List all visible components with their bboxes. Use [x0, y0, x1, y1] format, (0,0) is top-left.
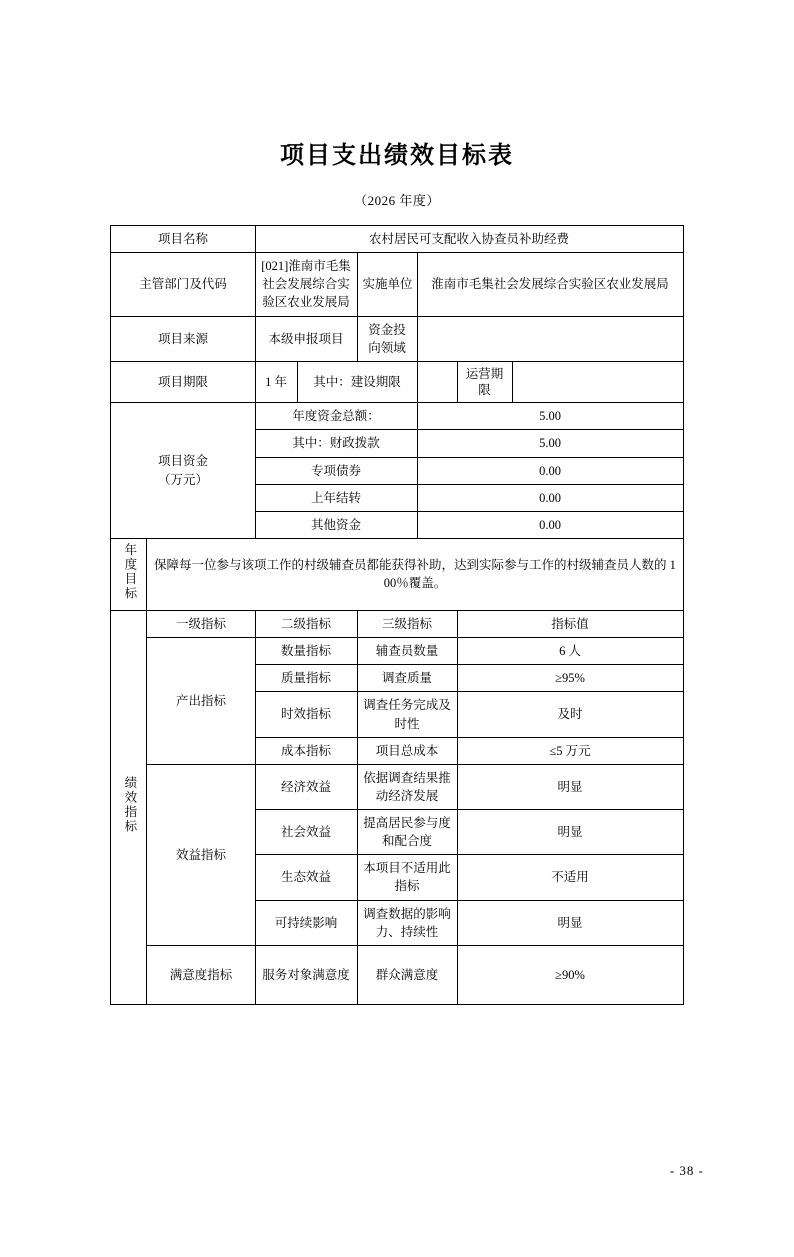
table-row-department: [111, 253, 683, 316]
indicator-level1: 效益指标: [147, 764, 255, 945]
operate-period-label: 运营期限: [458, 362, 513, 403]
department-label: 主管部门及代码: [111, 253, 255, 316]
table-row-indicator: [111, 638, 683, 665]
indicator-level2: 经济效益: [255, 764, 357, 809]
fund-item-value: 0.00: [417, 484, 683, 511]
annual-goal-label: 年度目标: [111, 538, 147, 610]
table-row-indicator-header: [111, 611, 683, 638]
indicator-level2: 服务对象满意度: [255, 945, 357, 1004]
build-period-label: 其中：建设期限: [297, 361, 417, 403]
table-row-annual-goal: [111, 538, 683, 610]
department-value: [021]淮南市毛集社会发展综合实验区农业发展局: [255, 253, 357, 316]
indicator-level2: 可持续影响: [255, 900, 357, 945]
impl-unit-label: 实施单位: [357, 253, 417, 316]
page-title: 项目支出绩效目标表: [280, 143, 514, 169]
operate-period-value: [512, 362, 683, 403]
operate-period-cell: [457, 361, 683, 403]
period-label: 项目期限: [111, 361, 255, 403]
indicator-level3: 调查任务完成及时性: [357, 692, 457, 737]
page-number: - 38 -: [669, 1163, 704, 1178]
fund-item-value: 5.00: [417, 403, 683, 430]
fund-item-name: 上年结转: [255, 484, 417, 511]
project-name-label: 项目名称: [111, 226, 255, 253]
fund-item-name: 其中：财政拨款: [255, 430, 417, 457]
indicator-level3: 提高居民参与度和配合度: [357, 810, 457, 855]
fund-item-value: 5.00: [417, 430, 683, 457]
table-row-project-name: [111, 226, 683, 253]
source-value: 本级申报项目: [255, 316, 357, 361]
source-label: 项目来源: [111, 316, 255, 361]
impl-unit-value: 淮南市毛集社会发展综合实验区农业发展局: [417, 253, 683, 316]
indicator-level2: 数量指标: [255, 638, 357, 665]
page-subtitle: （2026 年度）: [354, 193, 440, 208]
annual-goal-text: 保障每一位参与该项工作的村级辅查员都能获得补助，达到实际参与工作的村级辅查员人数的 100％覆盖。: [147, 538, 683, 610]
fund-item-name: 年度资金总额：: [255, 403, 417, 430]
indicator-section-label: 绩效指标: [111, 611, 147, 1005]
fund-item-value: 0.00: [417, 511, 683, 538]
indicator-value: ≤5 万元: [457, 737, 683, 764]
indicator-level3: 辅查员数量: [357, 638, 457, 665]
indicator-level3: 调查数据的影响力、持续性: [357, 900, 457, 945]
indicator-level3: 群众满意度: [357, 945, 457, 1004]
indicator-value: 不适用: [457, 855, 683, 900]
build-period-value: [417, 361, 457, 403]
indicator-value: ≥90%: [457, 945, 683, 1004]
table-row-fund-total: [111, 403, 683, 430]
indicator-level2: 社会效益: [255, 810, 357, 855]
project-fund-label: 项目资金 （万元）: [111, 403, 255, 539]
indicator-value: 明显: [457, 764, 683, 809]
indicator-level2: 质量指标: [255, 665, 357, 692]
indicator-value: 6 人: [457, 638, 683, 665]
period-value: 1 年: [255, 361, 297, 403]
indicator-level2: 成本指标: [255, 737, 357, 764]
indicator-header-level1: 一级指标: [147, 611, 255, 638]
table-row-source: [111, 316, 683, 361]
fund-direction-label: 资金投向领域: [357, 316, 417, 361]
fund-item-value: 0.00: [417, 457, 683, 484]
project-name-value: 农村居民可支配收入协查员补助经费: [255, 226, 683, 253]
indicator-level3: 项目总成本: [357, 737, 457, 764]
indicator-level1: 满意度指标: [147, 945, 255, 1004]
indicator-header-value: 指标值: [457, 611, 683, 638]
indicator-level3: 本项目不适用此指标: [357, 855, 457, 900]
indicator-header-level2: 二级指标: [255, 611, 357, 638]
indicator-level1: 产出指标: [147, 638, 255, 765]
fund-item-name: 其他资金: [255, 511, 417, 538]
table-row-indicator: [111, 764, 683, 809]
table-row-period: [111, 361, 683, 403]
fund-direction-value: [417, 316, 683, 361]
indicator-value: 及时: [457, 692, 683, 737]
indicator-value: 明显: [457, 810, 683, 855]
fund-item-name: 专项债券: [255, 457, 417, 484]
indicator-level3: 依据调查结果推动经济发展: [357, 764, 457, 809]
table-row-indicator: [111, 945, 683, 1004]
indicator-level2: 生态效益: [255, 855, 357, 900]
indicator-value: 明显: [457, 900, 683, 945]
document-page: [0, 135, 794, 1257]
indicator-header-level3: 三级指标: [357, 611, 457, 638]
indicator-level2: 时效指标: [255, 692, 357, 737]
indicator-value: ≥95%: [457, 665, 683, 692]
performance-goal-table: [110, 225, 683, 1005]
indicator-level3: 调查质量: [357, 665, 457, 692]
